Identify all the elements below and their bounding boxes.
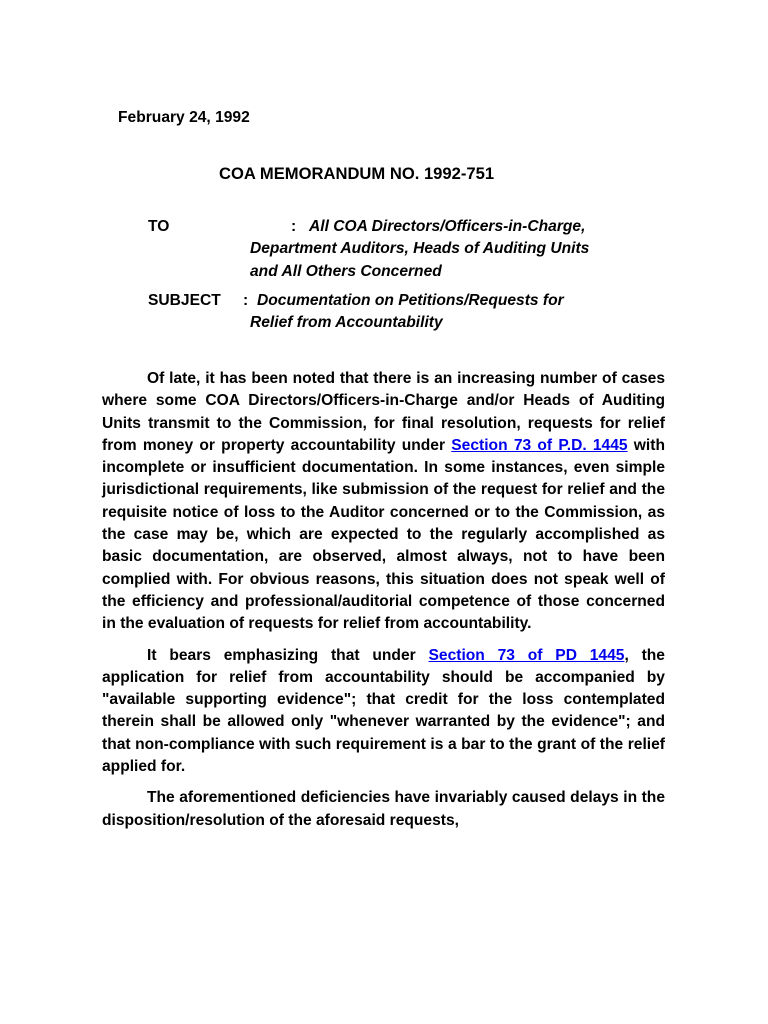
subject-colon: : xyxy=(243,292,249,309)
paragraph-text: It bears emphasizing that under xyxy=(147,646,429,664)
paragraph-text: with incomplete or insufficient documentation. In some instances, even simple jurisdictional requirements, like submission of the request for relief and the requisite notice of loss to the Auditor concerned or to the Commission, as the case may be, which are expected to the regularly accomplished as basic documentation, are observed, almost always, not to have been complied with. For obvious reasons, this situation does not speak well of the efficiency and professional/auditorial competence of those concerned in the evaluation of requests for relief from accountability. xyxy=(102,436,665,633)
paragraph-text: The aforementioned deficiencies have invariably caused delays in the disposition/resolution of the aforesaid requests, xyxy=(102,789,665,829)
paragraph-text: , the application for relief from accountability should be accompanied by "available supporting evidence"; that credit for the loss contemplated therein shall be allowed only "whenever warranted by the evidence"; and that non-compliance with such requirement is a bar to the grant of the relief applied for. xyxy=(102,646,665,776)
paragraph-text: Of late, it has been noted that there is an increasing number of cases where some COA Directors/Officers-in-Charge and/or Heads of Auditing Units transmit to the Commission, for final resolution, requests for relief from money or property accountability under xyxy=(102,370,665,454)
subject-line: Documentation on Petitions/Requests for xyxy=(257,292,564,309)
subject-label: SUBJECT xyxy=(148,292,221,309)
to-colon: : xyxy=(291,218,297,235)
paragraph-2 xyxy=(102,645,665,779)
to-line: Department Auditors, Heads of Auditing Units xyxy=(250,240,590,258)
section-73-pd-1445-link[interactable]: Section 73 of P.D. 1445 xyxy=(451,436,628,454)
to-line: and All Others Concerned xyxy=(250,262,442,280)
to-label: TO xyxy=(148,218,170,235)
paragraph-1 xyxy=(102,368,665,636)
section-73-pd-1445-link[interactable]: Section 73 of PD 1445 xyxy=(428,646,625,664)
paragraph-3 xyxy=(102,787,665,832)
memo-date: February 24, 1992 xyxy=(118,109,250,126)
to-line: All COA Directors/Officers-in-Charge, xyxy=(309,218,586,235)
to-recipients xyxy=(250,216,589,283)
subject-text xyxy=(250,290,564,335)
subject-line: Relief from Accountability xyxy=(250,314,443,332)
memo-title: COA MEMORANDUM NO. 1992-751 xyxy=(219,164,495,183)
memo-body xyxy=(102,368,665,841)
